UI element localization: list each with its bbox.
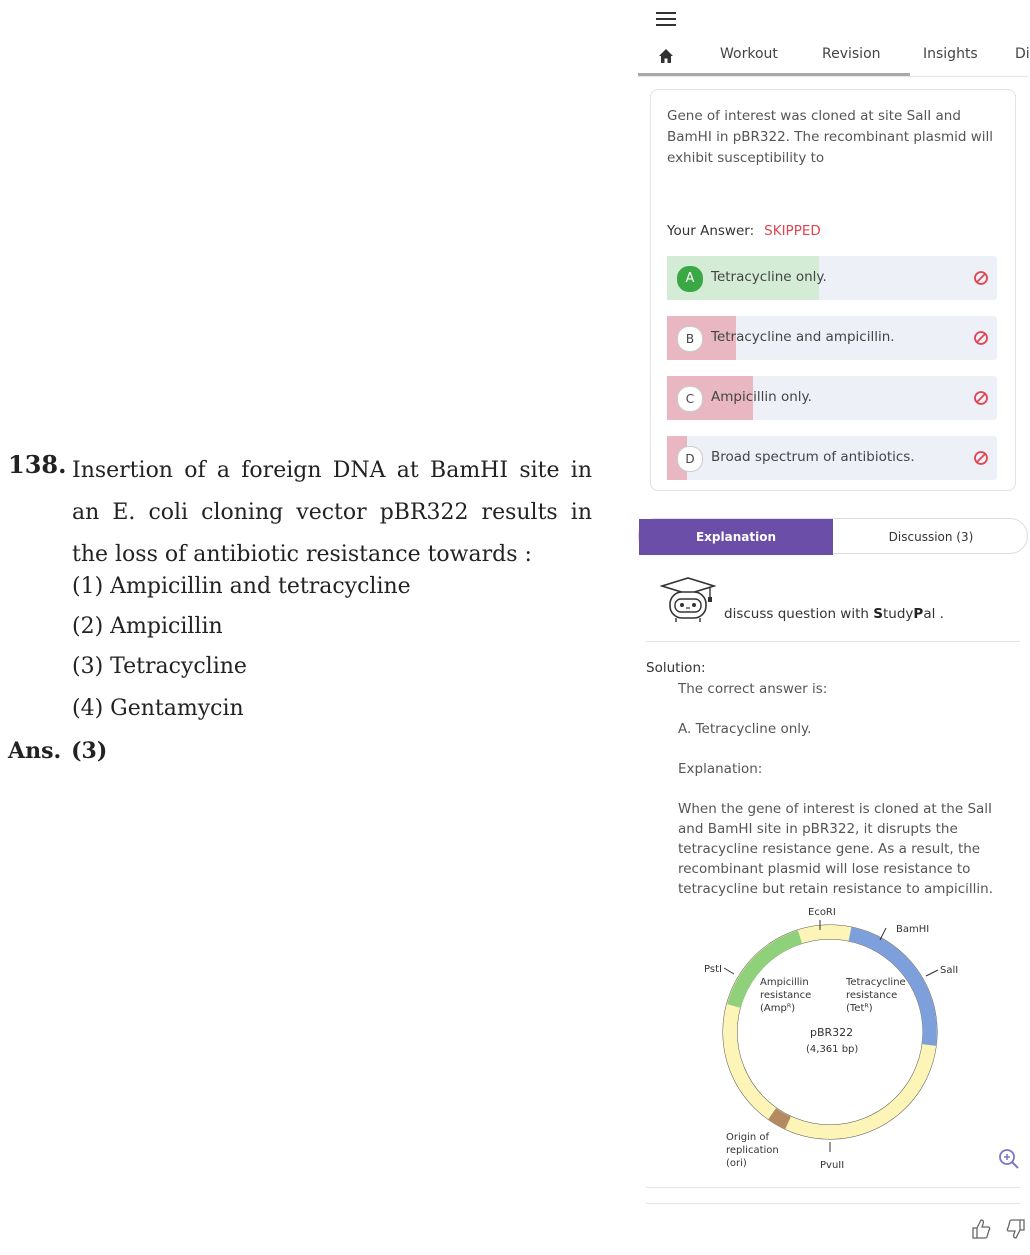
top-tabs: [638, 40, 1028, 77]
studypal-p: P: [913, 606, 924, 622]
blocked-icon: [973, 450, 989, 466]
divider: [646, 1187, 1020, 1188]
label-amp-3: (Ampᴿ): [760, 1003, 796, 1014]
option-1: (1) Ampicillin and tetracycline: [72, 574, 411, 599]
your-answer-status: SKIPPED: [764, 223, 821, 239]
label-ori-1: Origin of: [726, 1132, 770, 1143]
label-psti: PstI: [704, 964, 722, 975]
your-answer: [667, 223, 821, 239]
blocked-icon: [973, 390, 989, 406]
choice-c-letter: C: [677, 386, 703, 412]
question-number: 138.: [8, 450, 67, 479]
card-question-text: Gene of interest was cloned at site SalI and BamHI in pBR322. The recombinant plasmid will exhibit susceptibility to: [667, 108, 994, 166]
choice-b[interactable]: [667, 316, 997, 360]
divider: [646, 641, 1020, 642]
studypal-prefix: discuss question with: [724, 606, 874, 622]
label-amp-1: Ampicillin: [760, 977, 809, 988]
choice-a[interactable]: [667, 256, 997, 300]
choice-b-letter: B: [677, 326, 703, 352]
answer-label: Ans.: [8, 738, 62, 764]
label-tet-3: (Tetᴿ): [846, 1003, 873, 1014]
choice-d-letter: D: [677, 446, 703, 472]
choice-c[interactable]: [667, 376, 997, 420]
tab-workout[interactable]: Workout: [720, 46, 778, 62]
answer-value: (3): [71, 738, 108, 764]
solution-line-3: Explanation:: [678, 761, 763, 777]
studypal-robot-icon[interactable]: [658, 574, 718, 624]
label-bamhi: BamHI: [896, 924, 930, 935]
label-plasmid-size: (4,361 bp): [806, 1044, 859, 1055]
thumbs-up-icon[interactable]: [973, 1220, 990, 1238]
answer-line: [8, 738, 107, 764]
blocked-icon: [973, 270, 989, 286]
label-plasmid-name: pBR322: [810, 1026, 854, 1039]
feedback-icons: [970, 1218, 1026, 1240]
label-tet-1: Tetracycline: [846, 977, 906, 988]
studypal-tudy: tudy: [882, 606, 914, 622]
tab-indicator: [638, 73, 910, 76]
label-sali: SalI: [940, 965, 959, 976]
tab-explanation[interactable]: Explanation: [639, 519, 833, 555]
your-answer-label: Your Answer:: [667, 223, 755, 239]
blocked-icon: [973, 330, 989, 346]
studypal-prompt[interactable]: [724, 606, 944, 622]
app-panel: [638, 0, 1028, 1255]
tab-discussion-count[interactable]: Discussion (3): [888, 530, 974, 544]
option-4: (4) Gentamycin: [72, 696, 244, 721]
label-tet-2: resistance: [846, 990, 898, 1001]
tab-insights[interactable]: Insights: [923, 46, 978, 62]
label-ori-2: replication: [726, 1145, 779, 1156]
solution-paragraph: When the gene of interest is cloned at the SalI and BamHI site in pBR322, it disrupts the tetracycline resistance gene. As a result, the recombinant plasmid will lose resistance to tetracycline but retain resistance to ampicillin.: [678, 801, 994, 897]
choice-c-text: Ampicillin only.: [711, 389, 812, 405]
studypal-al: al .: [923, 606, 944, 622]
tab-discussion[interactable]: Di: [1015, 46, 1030, 62]
question-card: [650, 89, 1016, 491]
label-pvuii: PvuII: [820, 1160, 845, 1171]
question-text: Insertion of a foreign DNA at BamHI site in an E. coli cloning vector pBR322 results in the loss of antibiotic resistance towards :: [72, 458, 592, 567]
solution-line-2: A. Tetracycline only.: [678, 721, 812, 737]
hamburger-menu-icon[interactable]: [656, 12, 676, 30]
studypal-s: S: [873, 606, 883, 622]
pbr322-plasmid-diagram[interactable]: [702, 900, 962, 1180]
label-ecori: EcoRI: [808, 907, 836, 918]
choice-b-text: Tetracycline and ampicillin.: [711, 329, 895, 345]
option-3: (3) Tetracycline: [72, 654, 247, 679]
choice-d-text: Broad spectrum of antibiotics.: [711, 449, 915, 465]
home-icon[interactable]: [658, 48, 674, 64]
solution-line-1: The correct answer is:: [678, 681, 828, 697]
tab-revision[interactable]: Revision: [822, 46, 881, 62]
label-amp-2: resistance: [760, 990, 812, 1001]
label-ori-3: (ori): [726, 1158, 747, 1169]
option-2: (2) Ampicillin: [72, 614, 223, 639]
choice-a-text: Tetracycline only.: [711, 269, 827, 285]
explanation-discussion-toggle: [638, 518, 1028, 554]
choice-a-letter: A: [677, 266, 703, 292]
zoom-in-icon[interactable]: [998, 1148, 1020, 1170]
solution-label: Solution:: [646, 660, 706, 676]
choice-d[interactable]: [667, 436, 997, 480]
thumbs-down-icon[interactable]: [1007, 1220, 1024, 1238]
divider: [646, 1203, 1020, 1204]
